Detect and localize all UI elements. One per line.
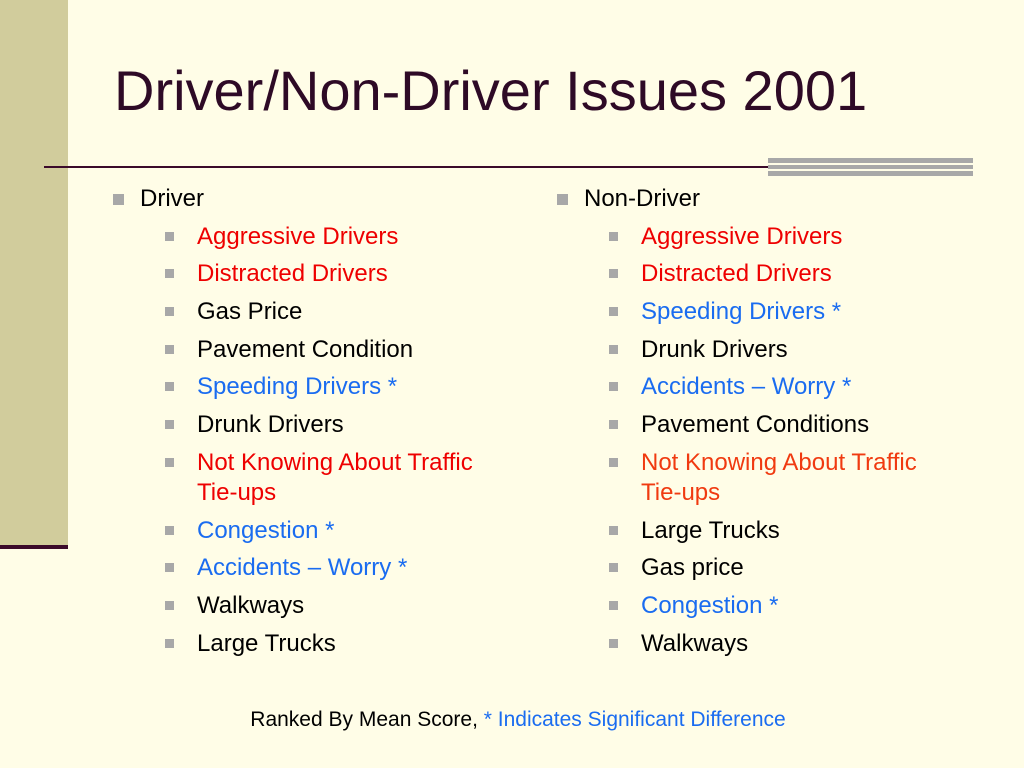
issue-item	[609, 448, 977, 508]
column-heading-label: Driver	[140, 185, 204, 212]
square-bullet-icon	[609, 458, 618, 467]
square-bullet-icon	[609, 526, 618, 535]
square-bullet-icon	[609, 345, 618, 354]
issue-item	[165, 259, 533, 289]
issue-item	[609, 372, 977, 402]
issue-text: Not Knowing About Traffic Tie-ups	[197, 448, 473, 506]
issue-item	[165, 222, 533, 252]
issue-text: Walkways	[641, 629, 749, 657]
driver-column	[113, 184, 533, 659]
column-heading	[557, 184, 977, 214]
issue-item	[609, 259, 977, 289]
issue-text: Walkways	[197, 591, 305, 619]
issue-item	[609, 222, 977, 252]
square-bullet-icon	[609, 639, 618, 648]
title-divider	[44, 166, 824, 168]
issue-item	[609, 591, 977, 621]
issue-text: Distracted Drivers	[197, 260, 388, 288]
issue-text: Aggressive Drivers	[641, 222, 843, 250]
square-bullet-icon	[609, 307, 618, 316]
issue-text: Distracted Drivers	[641, 260, 832, 288]
issue-text: Large Trucks	[197, 629, 336, 657]
issue-text: Speeding Drivers *	[641, 298, 842, 326]
divider-accent-bars	[768, 158, 973, 176]
issue-item	[165, 410, 533, 440]
issue-item	[609, 629, 977, 659]
issue-list	[113, 222, 533, 659]
square-bullet-icon	[165, 232, 174, 241]
issue-item	[165, 372, 533, 402]
issue-text: Gas price	[641, 554, 744, 582]
square-bullet-icon	[165, 345, 174, 354]
issue-text: Pavement Condition	[197, 335, 414, 363]
issue-item	[609, 297, 977, 327]
issue-text: Not Knowing About Traffic Tie-ups	[641, 448, 917, 506]
square-bullet-icon	[609, 382, 618, 391]
slide-title: Driver/Non-Driver Issues 2001	[114, 59, 868, 122]
issue-text: Congestion *	[641, 591, 779, 619]
issue-item	[165, 335, 533, 365]
issue-item	[165, 591, 533, 621]
issue-text: Gas Price	[197, 298, 303, 326]
square-bullet-icon	[113, 194, 124, 205]
square-bullet-icon	[609, 232, 618, 241]
square-bullet-icon	[165, 307, 174, 316]
non-driver-column	[557, 184, 977, 659]
issue-text: Pavement Conditions	[641, 411, 870, 439]
square-bullet-icon	[165, 601, 174, 610]
issue-item	[609, 516, 977, 546]
issue-item	[165, 516, 533, 546]
issue-item	[609, 410, 977, 440]
square-bullet-icon	[609, 420, 618, 429]
column-heading-label: Non-Driver	[584, 185, 701, 212]
square-bullet-icon	[165, 526, 174, 535]
square-bullet-icon	[609, 269, 618, 278]
square-bullet-icon	[165, 269, 174, 278]
left-band-underline	[0, 545, 68, 549]
issue-text: Accidents – Worry *	[197, 554, 408, 582]
footnote	[0, 708, 1024, 732]
issue-item	[609, 553, 977, 583]
square-bullet-icon	[165, 382, 174, 391]
issue-text: Large Trucks	[641, 516, 780, 544]
issue-text: Drunk Drivers	[197, 411, 344, 439]
issue-item	[165, 553, 533, 583]
issue-text: Speeding Drivers *	[197, 373, 398, 401]
footnote-prefix: Ranked By Mean Score,	[250, 708, 478, 731]
issue-item	[165, 297, 533, 327]
square-bullet-icon	[165, 458, 174, 467]
square-bullet-icon	[165, 563, 174, 572]
square-bullet-icon	[165, 639, 174, 648]
square-bullet-icon	[609, 563, 618, 572]
issue-text: Accidents – Worry *	[641, 373, 852, 401]
issue-list	[557, 222, 977, 659]
square-bullet-icon	[609, 601, 618, 610]
square-bullet-icon	[165, 420, 174, 429]
issue-text: Drunk Drivers	[641, 335, 788, 363]
issue-text: Aggressive Drivers	[197, 222, 399, 250]
issue-item	[609, 335, 977, 365]
issue-text: Congestion *	[197, 516, 335, 544]
square-bullet-icon	[557, 194, 568, 205]
left-decorative-band	[0, 0, 68, 545]
issue-item	[165, 448, 533, 508]
footnote-significance: * Indicates Significant Difference	[483, 708, 786, 731]
issue-item	[165, 629, 533, 659]
column-heading	[113, 184, 533, 214]
